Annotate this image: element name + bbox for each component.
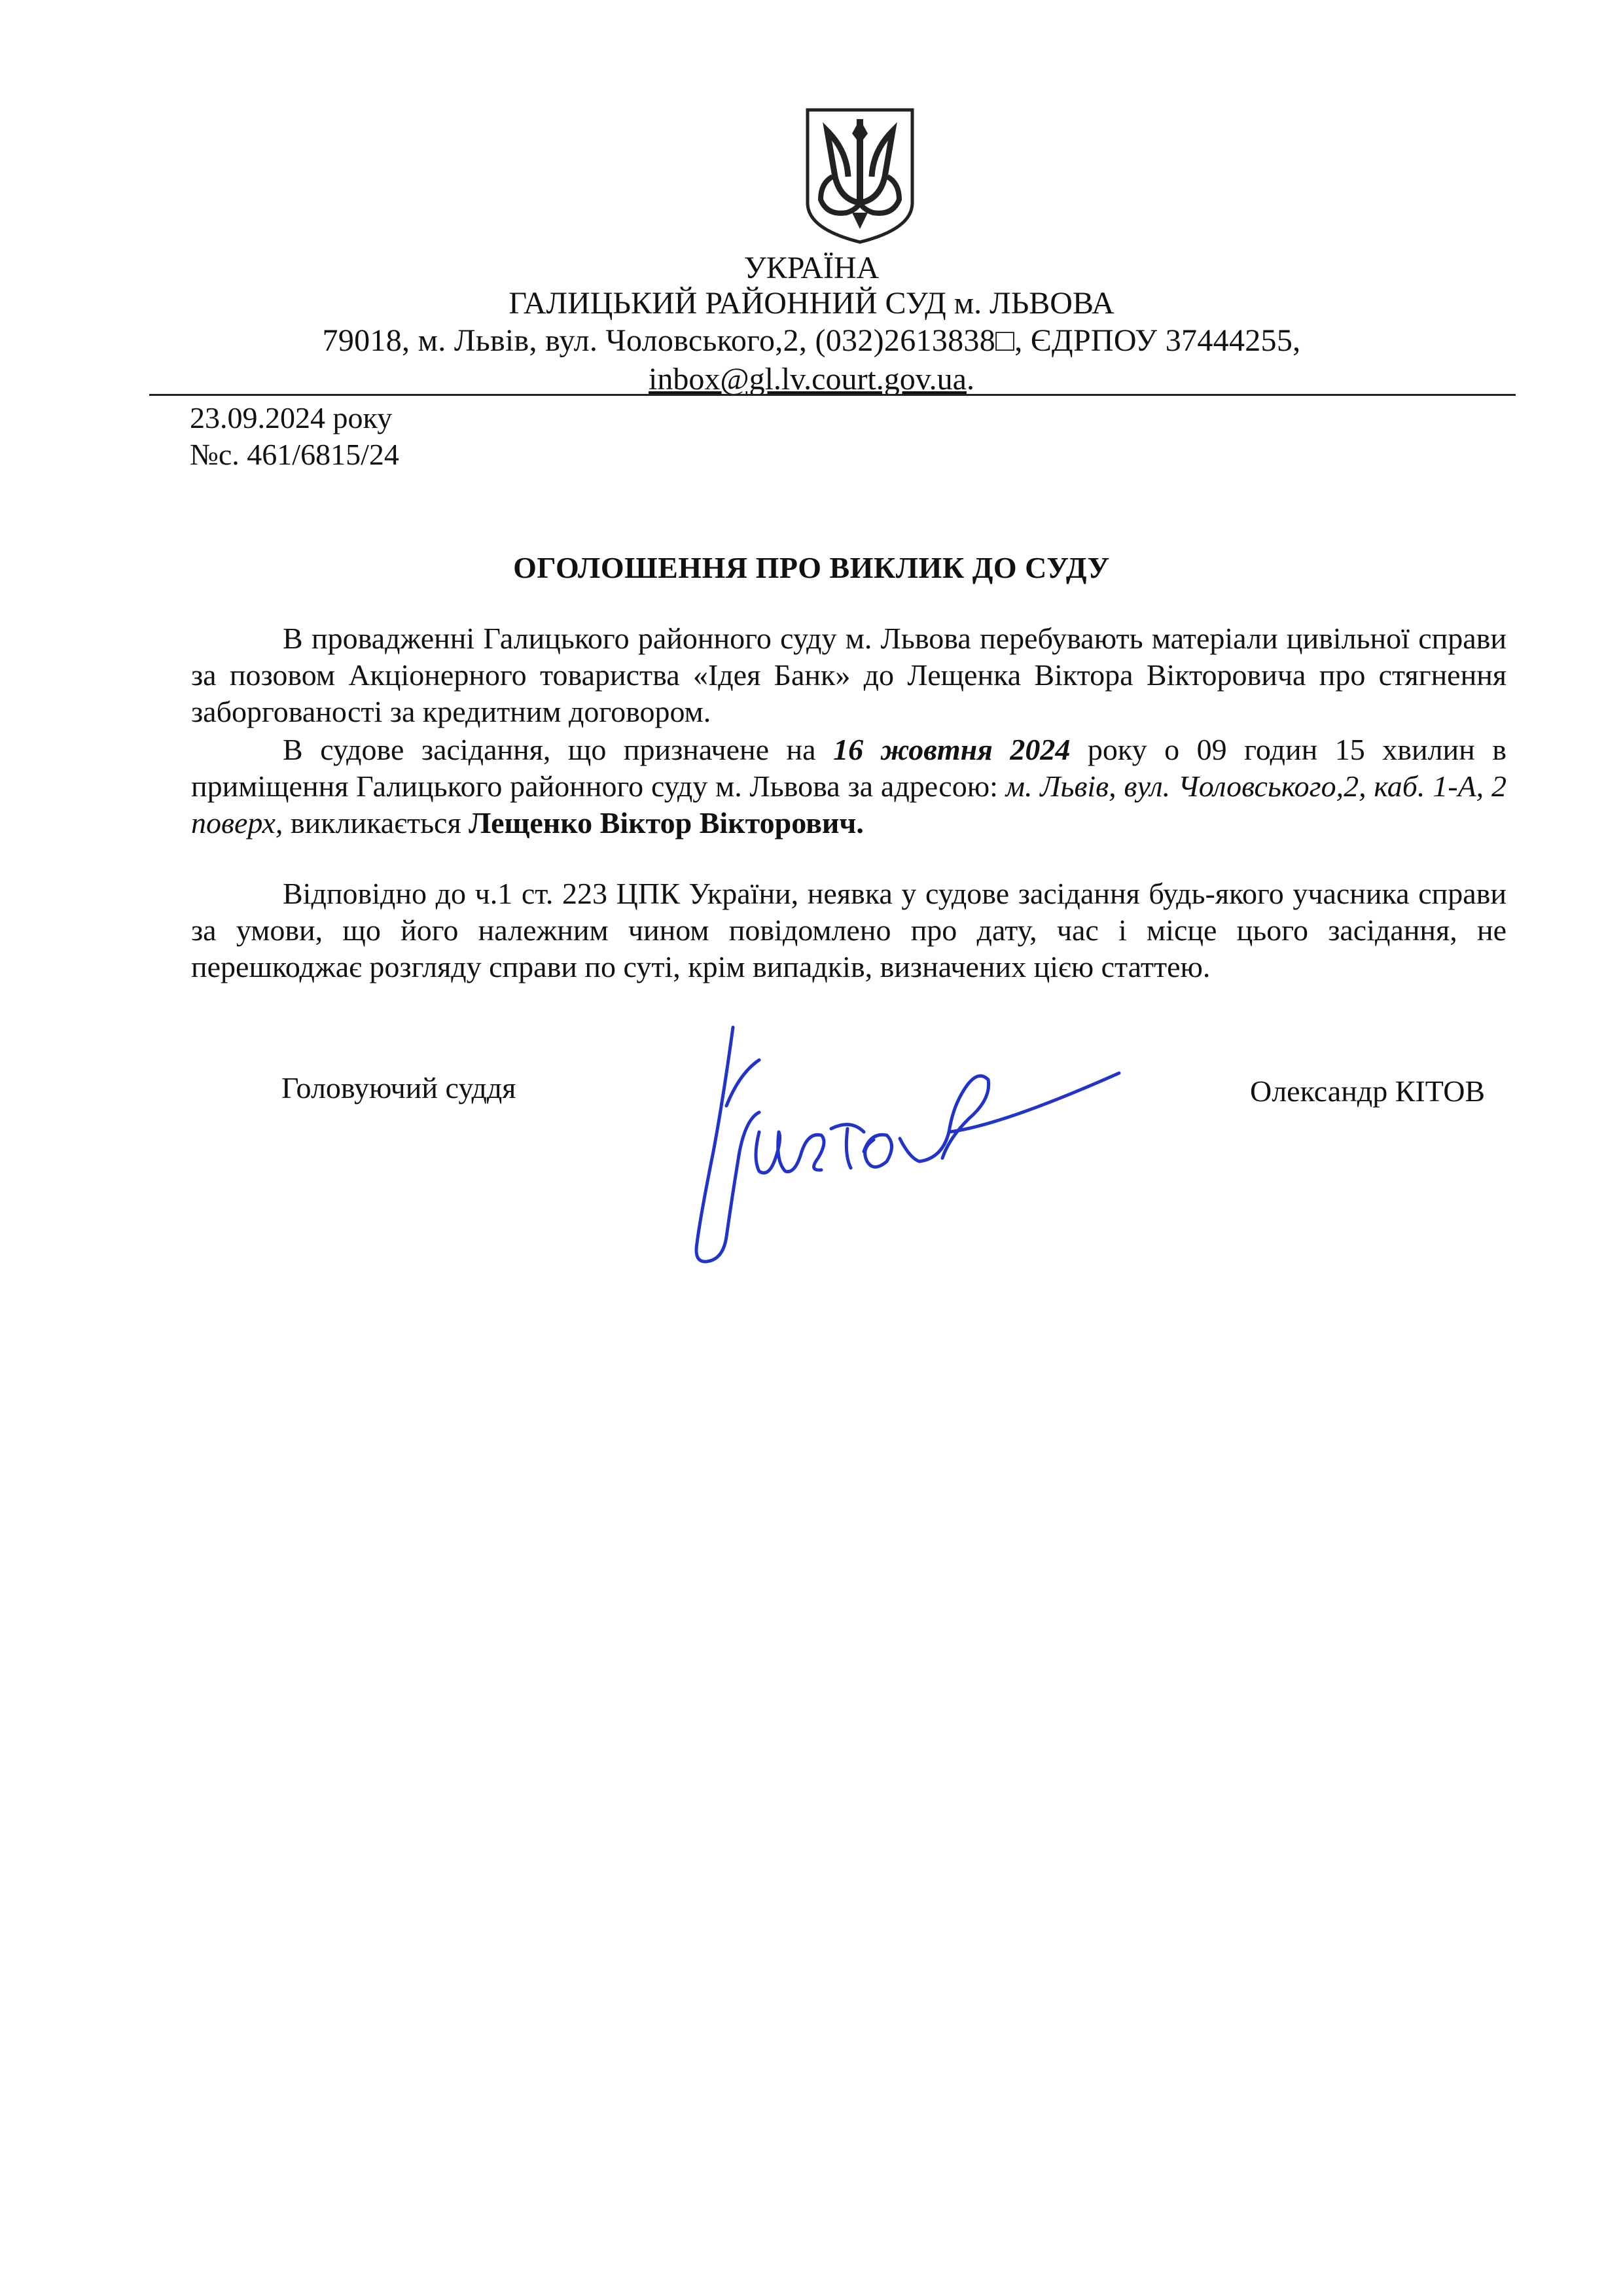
header-divider bbox=[149, 394, 1516, 396]
p2-text-b: року о 09 годин 15 хвилин в приміщення Галицького районного суду м. Львова за адресою: bbox=[191, 733, 1507, 803]
hearing-address: м. Львів, вул. Чоловського,2, каб. 1-А, 2 поверх, bbox=[191, 769, 1507, 839]
handwritten-signature bbox=[661, 1001, 1132, 1269]
body-paragraph-1-text: В провадженні Галицького районного суду м. Львова перебувають матеріали цивільної справи за позовом Акціонерного товариства «Ідея Банк» до Лещенка Віктора Вікторовича про стягнення заборгованості за кредитним договором. bbox=[191, 622, 1507, 728]
trident-icon bbox=[801, 105, 919, 245]
p2-text-a: В судове засідання, що призначене на bbox=[283, 733, 834, 766]
hearing-date: 16 жовтня 2024 bbox=[833, 733, 1071, 766]
court-email-link[interactable]: inbox@gl.lv.court.gov.ua bbox=[649, 362, 967, 397]
body-paragraph-3 bbox=[191, 875, 1507, 985]
body-paragraph-1 bbox=[191, 620, 1507, 730]
case-number: №с. 461/6815/24 bbox=[190, 438, 399, 471]
judge-name: Олександр КІТОВ bbox=[1250, 1074, 1486, 1108]
summoned-person: Лещенко Віктор Вікторович. bbox=[469, 806, 864, 839]
court-address: 79018, м. Львів, вул. Чоловського,2, (032)2613838□, ЄДРПОУ 37444255, bbox=[322, 323, 1301, 358]
judge-position: Головуючий суддя bbox=[281, 1071, 516, 1104]
court-email-line bbox=[0, 361, 1623, 398]
court-name: ГАЛИЦЬКИЙ РАЙОННИЙ СУД м. ЛЬВОВА bbox=[508, 286, 1115, 321]
country-name: УКРАЇНА bbox=[743, 251, 880, 285]
email-suffix: . bbox=[966, 362, 974, 397]
p2-text-c: викликається bbox=[283, 806, 469, 839]
document-title: ОГОЛОШЕННЯ ПРО ВИКЛИК ДО СУДУ bbox=[513, 551, 1110, 584]
body-paragraph-3-text: Відповідно до ч.1 ст. 223 ЦПК України, неявка у судове засідання будь-якого учасника справи за умови, що його належним чином повідомлено про дату, час і місце цього засідання, не перешкоджає розгляду справи по суті, крім випадків, визначених цією статтею. bbox=[191, 877, 1507, 983]
document-date: 23.09.2024 року bbox=[190, 401, 393, 434]
body-paragraph-2 bbox=[191, 732, 1507, 841]
